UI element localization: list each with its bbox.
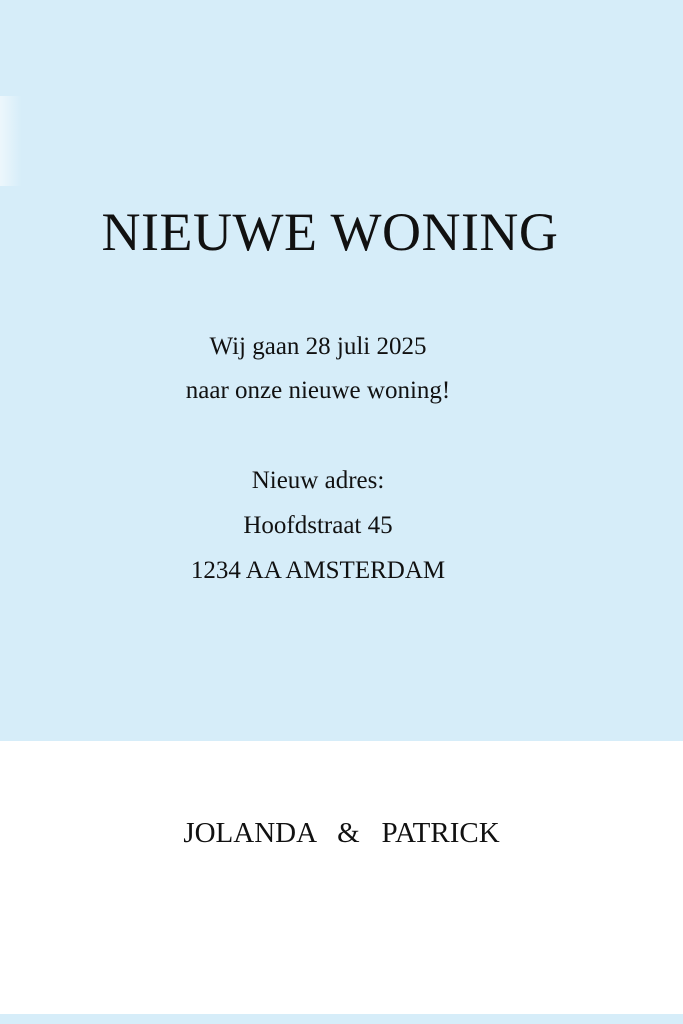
move-date-line: Wij gaan 28 juli 2025 [209,333,427,360]
sender-names: JOLANDA & PATRICK [183,817,500,849]
white-panel [0,741,683,1014]
address-street: Hoofdstraat 45 [243,512,393,539]
move-message-line: naar onze nieuwe woning! [185,377,451,404]
card-title: NIEUWE WONING [101,202,559,262]
address-label: Nieuw adres: [251,467,385,494]
bottom-blue-strip [0,1014,683,1024]
edge-decoration [0,96,22,186]
address-city: 1234 AA AMSTERDAM [190,557,446,584]
